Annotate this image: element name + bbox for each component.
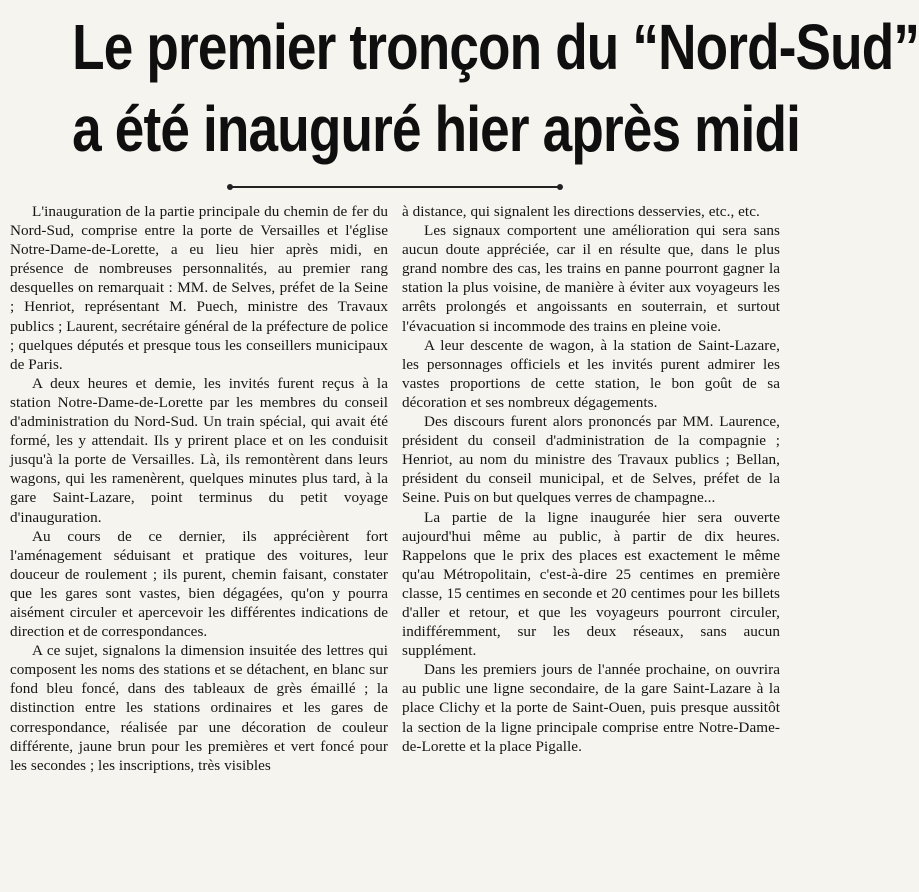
paragraph: A deux heures et demie, les invités furent reçus à la station Notre-Dame-de-Lorette par les membres du conseil d'administration du Nord-Sud. Un train spécial, qui avait été formé, les y attendait. Ils y prirent place et on les conduisit jusqu'à la porte de Versailles. Là, ils remontèrent dans leurs wagons, qui les ramenèrent, quelques minutes plus tard, à la gare Saint-Lazare, point terminus du petit voyage d'inauguration. [10, 374, 388, 526]
headline-line-1: Le premier tronçon du “Nord-Sud” [72, 11, 919, 83]
paragraph: A ce sujet, signalons la dimension insuitée des lettres qui composent les noms des stations et se détachent, en blanc sur fond bleu foncé, dans des tableaux de grès émaillé ; la distinction entre les stations ordinaires et les gares de correspondance, réalisée par une décoration de couleur différente, jaune brun pour les premières et vert foncé pour les secondes ; les inscriptions, très visibles [10, 642, 388, 774]
paragraph-continuation: à distance, qui signalent les directions desservies, etc., etc. [402, 203, 760, 220]
paragraph: Dans les premiers jours de l'année prochaine, on ouvrira au public une ligne secondaire, de la gare Saint-Lazare à la place Clichy et la porte de Saint-Ouen, puis presque aussitôt la section de la ligne principale comprise entre Notre-Dame-de-Lorette et la place Pigalle. [402, 661, 780, 755]
paragraph: Au cours de ce dernier, ils apprécièrent fort l'aménagement séduisant et pratique des voitures, leur douceur de roulement ; ils purent, chemin faisant, constater que les gares sont vastes, bien dégagées, qu'on y pourra aisément circuler et apercevoir les différentes indications de direction et de correspondances. [10, 527, 388, 641]
divider-end-dot [227, 184, 233, 190]
divider-end-dot [557, 184, 563, 190]
paragraph: Les signaux comportent une amélioration qui sera sans aucun doute appréciée, car il en résulte que, dans le plus grand nombre des cas, les trains en panne pourront gagner la station la plus voisine, de manière à éviter aux voyageurs les arrêts prolongés et angoissants en souterrain, et surtout l'évacuation si incommode des trains en pleine voie. [402, 222, 780, 335]
divider-line [230, 186, 560, 188]
ornamental-divider [230, 184, 560, 190]
headline-line-2: a été inauguré hier après midi [72, 93, 801, 165]
article-body [6, 202, 784, 775]
paragraph: La partie de la ligne inaugurée hier sera ouverte aujourd'hui même au public, à partir de dix heures. Rappelons que le prix des places est exactement le même qu'au Métropolitain, c'est-à-dire 25 centimes en première classe, 15 centimes en seconde et 20 centimes pour les billets d'aller et retour, et que les voyageurs pourront circuler, indifféremment, sur les deux réseaux, sans aucun supplément. [402, 508, 780, 660]
paragraph: A leur descente de wagon, à la station de Saint-Lazare, les personnages officiels et les invités purent admirer les vastes proportions de cette station, le bon goût de sa décoration et ses nombreux dégagements. [402, 336, 780, 411]
right-column [402, 202, 780, 775]
left-column [10, 202, 388, 775]
paragraph: L'inauguration de la partie principale du chemin de fer du Nord-Sud, comprise entre la porte de Versailles et l'église Notre-Dame-de-Lorette, a eu lieu hier après midi, en présence de nombreuses personnalités, au premier rang desquelles on remarquait : MM. de Selves, préfet de la Seine ; Henriot, représentant M. Puech, ministre des Travaux publics ; Laurent, secrétaire général de la préfecture de police ; quelques députés et presque tous les conseillers municipaux de Paris. [10, 203, 388, 373]
paragraph: Des discours furent alors prononcés par MM. Laurence, président du conseil d'administration de la compagnie ; Henriot, au nom du ministre des Travaux publics ; Bellan, président du conseil municipal, et de Selves, préfet de la Seine. Puis on but quelques verres de champagne... [402, 413, 780, 507]
